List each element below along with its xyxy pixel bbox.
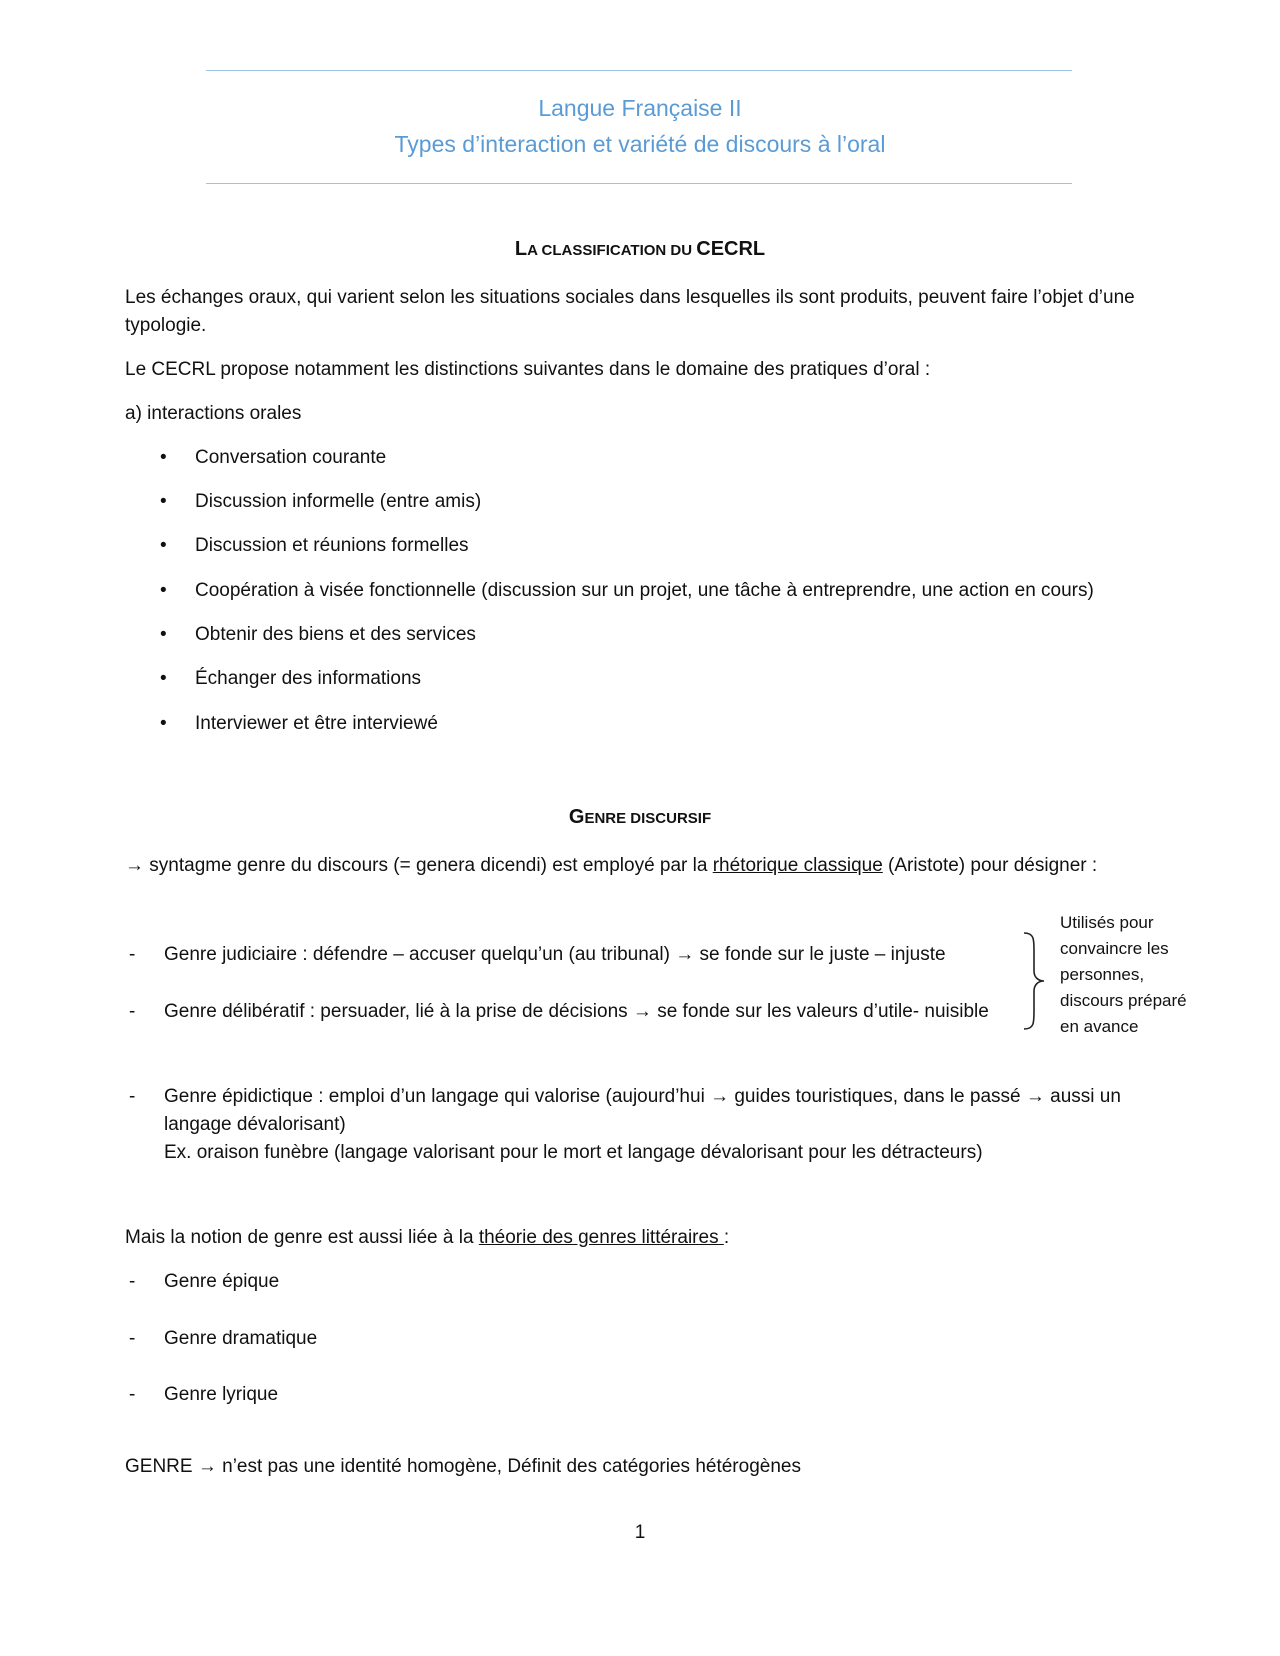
heading-smallcaps: A CLASSIFICATION DU: [527, 242, 697, 259]
intro-text-end: (Aristote) pour désigner :: [882, 855, 1098, 876]
theorie-link-text: théorie des genres littéraires: [478, 1227, 724, 1248]
dash-marker: -: [129, 1001, 136, 1022]
page-number: 1: [634, 1522, 646, 1543]
dash-marker: -: [129, 944, 136, 965]
list-item: Coopération à visée fonctionnelle (discussion sur un projet, une tâche à entreprendre, une action en cours): [195, 580, 1094, 601]
paragraph-conclusion: GENRE → n’est pas une identité homogène, Définit des catégories hétérogènes: [125, 1456, 801, 1477]
list-item: Discussion informelle (entre amis): [195, 491, 482, 512]
side-note-line: Utilisés pour: [1060, 913, 1154, 932]
genre-deliberatif: Genre délibératif : persuader, lié à la prise de décisions → se fonde sur les valeurs d’utile- nuisible: [164, 1001, 989, 1022]
genre-epidictique: Genre épidictique : emploi d’un langage qui valorise (aujourd’hui → guides touristiques, dans le passé → aussi un langage dévalorisant): [164, 1086, 1121, 1135]
lit-text-end: :: [723, 1227, 730, 1248]
genre-lyrique: Genre lyrique: [164, 1384, 279, 1405]
dash-marker: -: [129, 1086, 136, 1107]
list-item: Obtenir des biens et des services: [195, 624, 476, 645]
paragraph-genre-intro: [125, 852, 1145, 880]
doc-title-line2: Types d’interaction et variété de discours à l’oral: [394, 131, 886, 157]
heading-cap: G: [568, 806, 585, 828]
heading-tail: CECRL: [696, 238, 766, 260]
side-note-line: convaincre les: [1060, 939, 1169, 958]
genre-dramatique: Genre dramatique: [164, 1328, 318, 1349]
paragraph-cecrl: Le CECRL propose notamment les distinctions suivantes dans le domaine des pratiques d’oral :: [125, 359, 931, 380]
rhetorique-link-text: rhétorique classique: [712, 855, 883, 876]
section-heading-genre: [0, 806, 1280, 829]
subheading-interactions: a) interactions orales: [125, 403, 302, 424]
side-note-line: discours préparé: [1060, 991, 1187, 1010]
list-item: Interviewer et être interviewé: [195, 713, 438, 734]
paragraph-intro: Les échanges oraux, qui varient selon les situations sociales dans lesquelles ils sont produits, peuvent faire l’objet d’une typologie.: [125, 287, 1135, 336]
dash-marker: -: [129, 1328, 136, 1349]
intro-text: → syntagme genre du discours (= genera dicendi) est employé par la: [125, 855, 713, 876]
section-heading-cecrl: [0, 238, 1280, 261]
bullet-marker: •: [160, 580, 167, 601]
bullet-marker: •: [160, 447, 167, 468]
bullet-marker: •: [160, 713, 167, 734]
bullet-marker: •: [160, 491, 167, 512]
dash-marker: -: [129, 1384, 136, 1405]
bullet-marker: •: [160, 624, 167, 645]
genre-epique: Genre épique: [164, 1271, 280, 1292]
genre-judiciaire: Genre judiciaire : défendre – accuser quelqu’un (au tribunal) → se fonde sur le juste – injuste: [164, 944, 946, 965]
doc-title-line1: Langue Française II: [538, 95, 742, 121]
bullet-marker: •: [160, 535, 167, 556]
side-note-line: personnes,: [1060, 965, 1145, 984]
list-item: Discussion et réunions formelles: [195, 535, 469, 556]
genre-epidictique-example: Ex. oraison funèbre (langage valorisant pour le mort et langage dévalorisant pour les détracteurs): [164, 1142, 983, 1163]
heading-smallcaps: ENRE DISCURSIF: [584, 810, 712, 827]
curly-brace-icon: [1022, 931, 1046, 1031]
paragraph-genres-litteraires: [125, 1224, 1145, 1252]
heading-cap: L: [514, 238, 528, 260]
header-rule-bottom: [206, 183, 1072, 184]
side-note-line: en avance: [1060, 1017, 1139, 1036]
list-item: Conversation courante: [195, 447, 387, 468]
dash-marker: -: [129, 1271, 136, 1292]
header-rule-top: [206, 70, 1072, 71]
list-item: Échanger des informations: [195, 668, 422, 689]
bullet-marker: •: [160, 668, 167, 689]
lit-text: Mais la notion de genre est aussi liée à la: [125, 1227, 479, 1248]
